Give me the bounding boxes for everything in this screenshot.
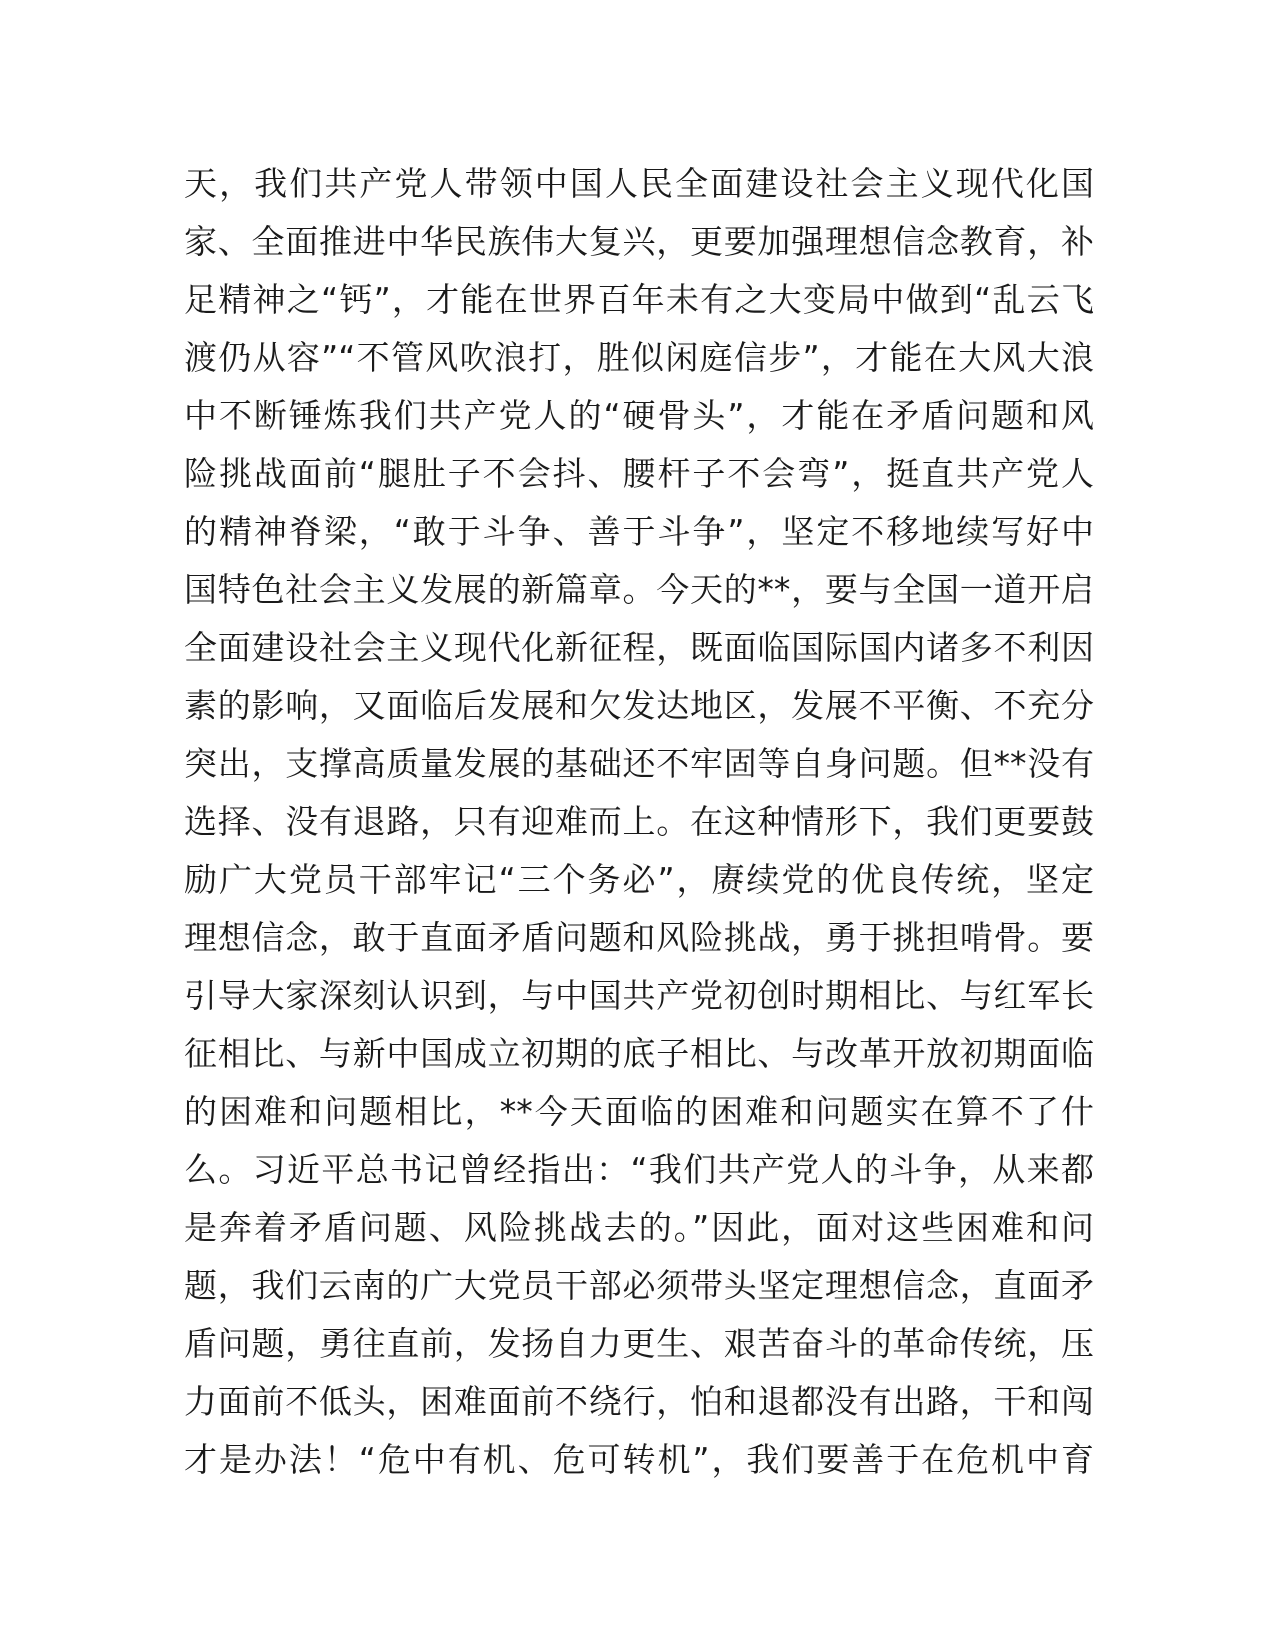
- text-line: 题，我们云南的广大党员干部必须带头坚定理想信念，直面矛: [184, 1266, 1094, 1305]
- text-line: 国特色社会主义发展的新篇章。今天的**，要与全国一道开启: [184, 570, 1094, 609]
- text-line: 中不断锤炼我们共产党人的“硬骨头”，才能在矛盾问题和风: [184, 396, 1094, 435]
- text-line: 盾问题，勇往直前，发扬自力更生、艰苦奋斗的革命传统，压: [184, 1324, 1094, 1363]
- text-line: 理想信念，敢于直面矛盾问题和风险挑战，勇于挑担啃骨。要: [184, 918, 1094, 957]
- text-line: 选择、没有退路，只有迎难而上。在这种情形下，我们更要鼓: [184, 802, 1094, 841]
- body-paragraph: [184, 155, 1094, 1489]
- text-line: 征相比、与新中国成立初期的底子相比、与改革开放初期面临: [184, 1034, 1094, 1073]
- text-line: 素的影响，又面临后发展和欠发达地区，发展不平衡、不充分: [184, 686, 1094, 725]
- text-line: 励广大党员干部牢记“三个务必”，赓续党的优良传统，坚定: [184, 860, 1094, 899]
- text-line: 是奔着矛盾问题、风险挑战去的。”因此，面对这些困难和问: [184, 1208, 1094, 1247]
- text-line: 足精神之“钙”，才能在世界百年未有之大变局中做到“乱云飞: [184, 280, 1094, 319]
- text-line: 突出，支撑高质量发展的基础还不牢固等自身问题。但**没有: [184, 744, 1094, 783]
- text-line: 渡仍从容”“不管风吹浪打，胜似闲庭信步”，才能在大风大浪: [184, 338, 1094, 377]
- text-line: 天，我们共产党人带领中国人民全面建设社会主义现代化国: [184, 164, 1094, 203]
- text-line: 么。习近平总书记曾经指出：“我们共产党人的斗争，从来都: [184, 1150, 1094, 1189]
- text-line: 的精神脊梁，“敢于斗争、善于斗争”，坚定不移地续写好中: [184, 512, 1094, 551]
- text-line: 的困难和问题相比，**今天面临的困难和问题实在算不了什: [184, 1092, 1094, 1131]
- text-line: 引导大家深刻认识到，与中国共产党初创时期相比、与红军长: [184, 976, 1094, 1015]
- text-line: 全面建设社会主义现代化新征程，既面临国际国内诸多不利因: [184, 628, 1094, 667]
- text-line: 才是办法！“危中有机、危可转机”，我们要善于在危机中育: [184, 1440, 1094, 1479]
- text-line: 家、全面推进中华民族伟大复兴，更要加强理想信念教育，补: [184, 222, 1094, 261]
- text-line: 险挑战面前“腿肚子不会抖、腰杆子不会弯”，挺直共产党人: [184, 454, 1094, 493]
- text-line: 力面前不低头，困难面前不绕行，怕和退都没有出路，干和闯: [184, 1382, 1094, 1421]
